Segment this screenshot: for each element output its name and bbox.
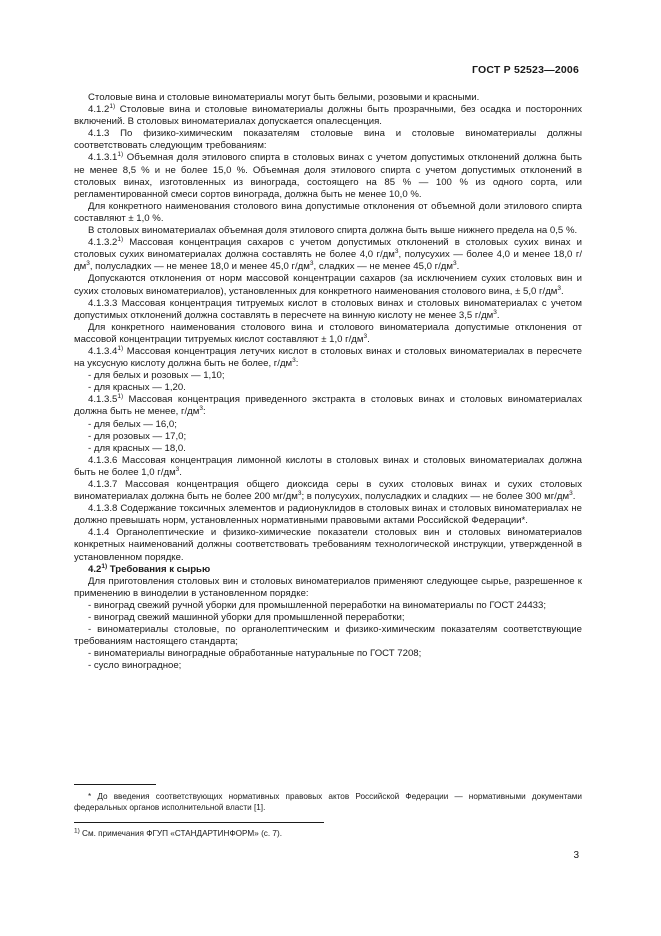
- paragraph-raw-2: - виноград свежий машинной уборки для промышленной переработки;: [88, 612, 405, 624]
- paragraph-4-1-3: 4.1.3 По физико-химическим показателям столовые вина и столовые виноматериалы должны соответствовать следующим требованиям:: [74, 128, 582, 152]
- paragraph-4-1-3-7: 4.1.3.7 Массовая концентрация общего диоксида серы в сухих столовых винах и сухих столовых виноматериалах должна быть не более 200 $мг/дм^3$; в полусухих, полусладких и сладких — не более 300 $мг/дм^3$.: [74, 479, 582, 503]
- paragraph-4-1-3-5: 4.1.3.5$^{1)}$ Массовая концентрация приведенного экстракта в столовых винах и столовых виноматериалах должна быть не менее, $г/дм^3$:: [74, 393, 582, 418]
- paragraph-4-2: 4.2$^{1)}$ Требования к сырью: [88, 562, 211, 575]
- footnote-one: $^{1)}$ См. примечания ФГУП «СТАНДАРТИНФОРМ» (с. 7).: [74, 827, 282, 838]
- paragraph-intro: Столовые вина и столовые виноматериалы могут быть белыми, розовыми и красными.: [88, 92, 480, 103]
- paragraph-raw-4: - виноматериалы виноградные обработанные натуральные по ГОСТ 7208;: [88, 648, 422, 660]
- document-body: [74, 92, 582, 673]
- paragraph-dev-1: Для конкретного наименования столового вина допустимые отклонения от объемной доли этилового спирта составляют ± 1,0 %.: [74, 200, 582, 224]
- paragraph-li-red-2: - для красных — 18,0.: [88, 442, 186, 454]
- paragraph-4-1-3-3: 4.1.3.3 Массовая концентрация титруемых кислот в столовых винах и столовых виноматериалах с учетом допустимых отклонений должна составлять в пересчете на винную кислоту не менее 3,5 $г/дм^3$.: [74, 297, 582, 321]
- paragraph-li-rose-2: - для розовых — 17,0;: [88, 430, 187, 442]
- paragraph-dev-3: Для конкретного наименования столового вина и столового виноматериала допустимые отклонения от массовой концентрации титруемых кислот составляют ± 1,0 $г/дм^3$.: [74, 321, 582, 345]
- paragraph-4-1-3-8: 4.1.3.8 Содержание токсичных элементов и радионуклидов в столовых винах и столовых виноматериалах не должно превышать норм, установленных нормативными правовыми актами Российской Федерации*.: [74, 503, 582, 527]
- paragraph-li-white-2: - для белых — 16,0;: [88, 418, 177, 430]
- footnote-separator: [74, 784, 156, 785]
- footnote-star: * До введения соответствующих нормативных правовых актов Российской Федерации — нормативными документами федеральных органов исполнительной власти [1].: [74, 792, 582, 812]
- paragraph-vm-alc: В столовых виноматериалах объемная доля этилового спирта должна быть выше нижнего предела на 0,5 %.: [88, 225, 578, 237]
- paragraph-raw-5: - сусло виноградное;: [88, 660, 182, 672]
- paragraph-li-white-1: - для белых и розовых — 1,10;: [88, 370, 225, 382]
- paragraph-4-1-4: 4.1.4 Органолептические и физико-химические показатели столовых вин и столовых виноматериалов конкретных наименований должны соответствовать требованиям технологической инструкции, утвержденной в установленном порядке.: [74, 527, 582, 563]
- paragraph-4-1-3-1: 4.1.3.1$^{1)}$ Объемная доля этилового спирта в столовых винах с учетом допустимых отклонений должна быть не менее 8,5 % и не более 15,0 %. Объемная доля этилового спирта с учетом допустимых отклонений в столовых винах, изготовленных из винограда, состоящего на 85 % — 100 % из одного сорта, или регламентированной смеси сортов винограда, должна быть не менее 10,0 %.: [74, 151, 582, 200]
- paragraph-raw-3: - виноматериалы столовые, по органолептическим и физико-химическим показателям соответствующие требованиям настоящего стандарта;: [74, 624, 582, 648]
- paragraph-raw-intro: Для приготовления столовых вин и столовых виноматериалов применяют следующее сырье, разрешенное к применению в виноделии в установленном порядке:: [74, 575, 582, 599]
- paragraph-dev-2: Допускаются отклонения от норм массовой концентрации сахаров (за исключением сухих столовых вин и сухих столовых виноматериалов), установленных для конкретного наименования столового вина, ± 5,0 $г/дм^3$.: [74, 273, 582, 297]
- paragraph-4-1-2: 4.1.2$^{1)}$ Столовые вина и столовые виноматериалы должны быть прозрачными, без осадка и посторонних включений. В столовых виноматериалах допускается опалесценция.: [74, 102, 582, 128]
- paragraph-4-1-3-4: 4.1.3.4$^{1)}$ Массовая концентрация летучих кислот в столовых винах и столовых виноматериалах в пересчете на уксусную кислоту должна быть не более, $г/дм^3$:: [74, 344, 582, 370]
- paragraph-4-1-3-2: 4.1.3.2$^{1)}$ Массовая концентрация сахаров с учетом допустимых отклонений в столовых сухих винах и столовых сухих виноматериалах должна составлять не более 4,0 $г/дм^3$, полусухих — более 4,0 и менее 18,0 $г/дм^3$, полусладких — не менее 18,0 и менее 45,0 $г/дм^3$, сладких — не менее 45,0 $г/дм^3$.: [74, 235, 582, 273]
- page-number: 3: [573, 850, 579, 861]
- paragraph-4-1-3-6: 4.1.3.6 Массовая концентрация лимонной кислоты в столовых винах и столовых виноматериалах должна быть не более 1,0 $г/дм^3$.: [74, 454, 582, 478]
- paragraph-raw-1: - виноград свежий ручной уборки для промышленной переработки на виноматериалы по ГОСТ 24433;: [88, 599, 546, 611]
- document-header: ГОСТ Р 52523—2006: [471, 64, 579, 76]
- paragraph-li-red-1: - для красных — 1,20.: [88, 382, 186, 394]
- footnote-separator-2: [74, 822, 324, 823]
